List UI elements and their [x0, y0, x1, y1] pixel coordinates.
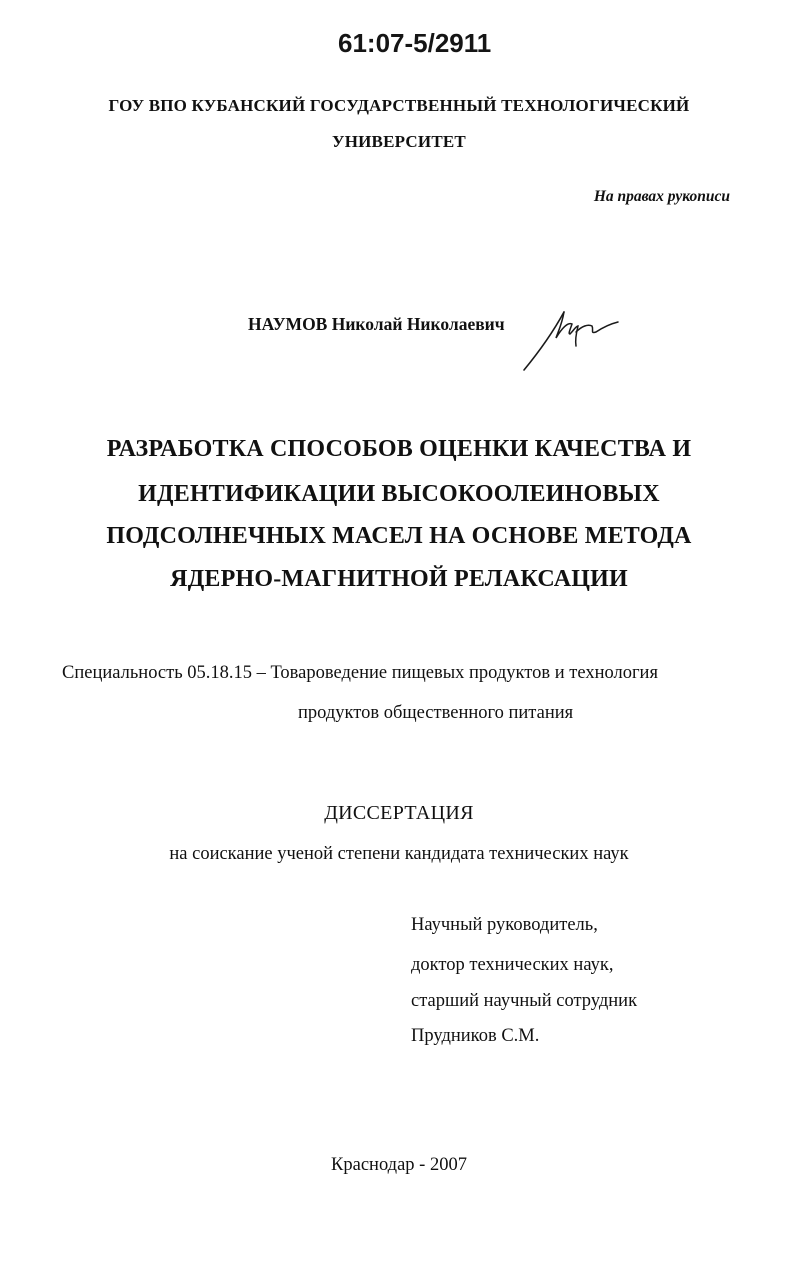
title-line-4: ЯДЕРНО-МАГНИТНОЙ РЕЛАКСАЦИИ — [170, 566, 628, 592]
dissertation-heading: ДИССЕРТАЦИЯ — [324, 802, 474, 824]
organization-line-1: ГОУ ВПО КУБАНСКИЙ ГОСУДАРСТВЕННЫЙ ТЕХНОЛОГИЧЕСКИЙ — [108, 96, 690, 115]
author-name: НАУМОВ Николай Николаевич — [248, 314, 505, 334]
catalog-number: 61:07-5/2911 — [338, 28, 492, 58]
supervisor-degree: доктор технических наук, — [411, 955, 614, 975]
title-line-2: ИДЕНТИФИКАЦИИ ВЫСОКООЛЕИНОВЫХ — [138, 481, 660, 507]
title-line-3: ПОДСОЛНЕЧНЫХ МАСЕЛ НА ОСНОВЕ МЕТОДА — [106, 523, 692, 549]
rights-note: На правах рукописи — [593, 188, 730, 205]
dissertation-subheading: на соискание ученой степени кандидата технических наук — [169, 844, 629, 864]
specialty-line-2: продуктов общественного питания — [298, 703, 574, 723]
title-line-1: РАЗРАБОТКА СПОСОБОВ ОЦЕНКИ КАЧЕСТВА И — [106, 436, 692, 462]
city-year: Краснодар - 2007 — [331, 1155, 467, 1175]
supervisor-role: Научный руководитель, — [411, 915, 598, 935]
specialty-line-1: Специальность 05.18.15 – Товароведение пищевых продуктов и технология — [62, 663, 658, 683]
handwritten-signature — [518, 298, 628, 378]
supervisor-name: Прудников С.М. — [411, 1026, 540, 1046]
organization-line-2: УНИВЕРСИТЕТ — [332, 132, 466, 151]
supervisor-position: старший научный сотрудник — [411, 991, 638, 1011]
